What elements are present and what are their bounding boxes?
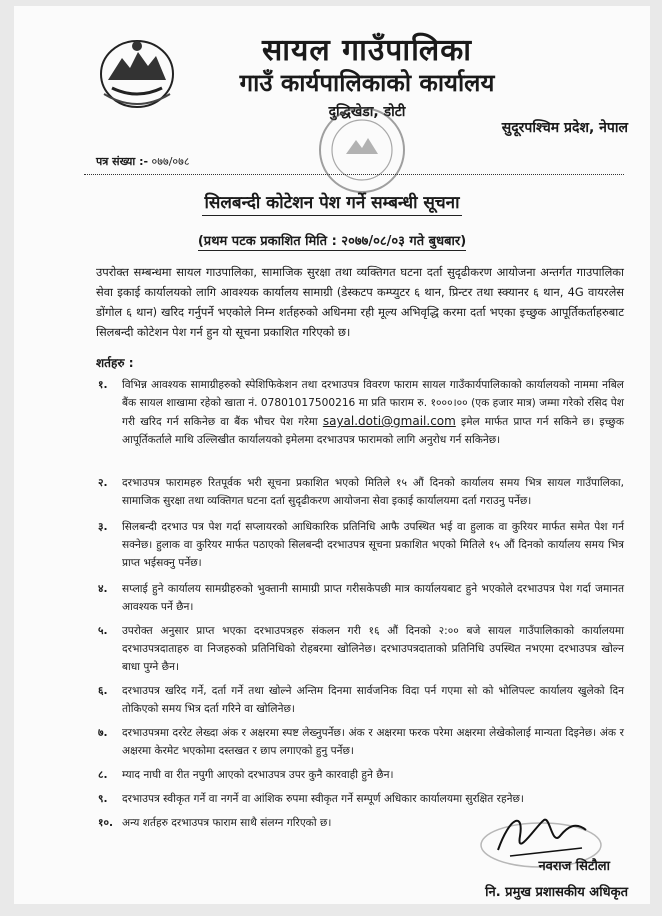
term-item [96, 474, 624, 510]
notice-title [14, 190, 650, 216]
term-text: दरभाउपत्रमा दररेट लेख्दा अंक र अक्षरमा स्पष्ट लेख्नुपर्नेछ। अंक र अक्षरमा फरक परेमा अक्षरमा लेखेकोलाई मान्यता दिइनेछ। अंक र अक्षरमा केरमेट भएकोमा दस्तखत र छाप लगाएको हुनु पर्नेछ। [122, 727, 624, 757]
term-number: ८. [98, 769, 108, 781]
term-item [96, 518, 624, 572]
term-text: सिलबन्दी दरभाउ पत्र पेश गर्दा सप्लायरको आधिकारिक प्रतिनिधि आफै उपस्थित भई वा हुलाक वा कुरियर मार्फत समेत पेश गर्न सक्नेछ। हुलाक वा कुरियर मार्फत पठाएको सिलबन्दी दरभाउपत्र सूचना प्रकाशित भएको मितिले १५ औं दिनको कार्यालय समय भित्र प्राप्त भईसक्नु पर्नेछ। [122, 521, 624, 569]
municipality-name: सायल गाउँपालिका [261, 33, 473, 68]
term-number: ९. [98, 793, 108, 805]
signatory-name: नवराज सिटौला [538, 859, 610, 874]
notice-page [14, 6, 650, 904]
term-text-part: इमेल मार्फत प्राप्त गर्न सकिने छ। इच्छुक आपूर्तिकर्ताले माथि उल्लिखीत कार्यालयको इमेलमा दरभाउपत्र फारामको लागि अनुरोध गर्न सकिनेछ। [122, 416, 624, 446]
term-number: ३. [98, 521, 108, 533]
terms-heading: शर्तहरु : [96, 356, 134, 370]
term-number: ५. [98, 625, 108, 637]
term-item [96, 622, 624, 676]
term-number: ४. [98, 583, 108, 595]
term-text: उपरोक्त अनुसार प्राप्त भएका दरभाउपत्रहरु संकलन गरी १६ औं दिनको २:०० बजे सायल गाउँपालिकाको कार्यालयमा दरभाउपत्रदाताहरु वा निजहरुको प्रतिनिधिको रोहबरमा खोलिनेछ। दरभाउपत्रदाताको प्रतिनिधि उपस्थित नभएमा दरभाउपत्र खोल्न बाधा पुग्ने छैन। [122, 625, 624, 673]
notice-title-text: सिलबन्दी कोटेशन पेश गर्ने सम्बन्धी सूचना [202, 190, 461, 216]
publish-date-text: (प्रथम पटक प्रकाशित मिति : २०७७/०८/०३ गते बुधबार) [198, 231, 466, 251]
office-name: गाउँ कार्यपालिकाको कार्यालय [239, 69, 495, 97]
term-number: १. [98, 379, 108, 391]
term-item [96, 580, 624, 616]
term-number: ७. [98, 727, 108, 739]
publish-date [14, 230, 650, 251]
term-item [96, 766, 624, 784]
term-number: २. [98, 477, 108, 489]
term-text [122, 376, 624, 449]
term-item [96, 724, 624, 760]
term-number: १०. [98, 817, 114, 829]
office-location: दुद्धिखेडा, डोटी [328, 104, 406, 120]
header-divider [84, 174, 624, 175]
email-link[interactable]: sayal.doti@gmail.com [322, 414, 456, 428]
term-text: दरभाउपत्र खरिद गर्ने, दर्ता गर्ने तथा खोल्ने अन्तिम दिनमा सार्वजनिक विदा पर्न गएमा सो को भोलिपल्ट कार्यालय खुलेको दिन तोकिएको समय भित्र दर्ता गरिने वा खोलिनेछ। [122, 685, 624, 715]
reference-number [96, 154, 190, 169]
office-stamp-icon [316, 104, 408, 196]
reference-value: ०७७/०७८ [151, 155, 190, 168]
intro-paragraph: उपरोक्त सम्बन्धमा सायल गाउपालिका, सामाजिक सुरक्षा तथा व्यक्तिगत घटना दर्ता सुदृढीकरण आयोजना अन्तर्गत गाउपालिका सेवा इकाई कार्यालयको लागि आवश्यक कार्यालय सामाग्री (डेस्कटप कम्प्युटर ६ थान, प्रिन्टर तथा स्क्यानर ६ थान, 4G वायरलेस डोंगोल ६ थान) खरिद गर्नुपर्ने भएकोले निम्न शर्तहरुको अधिनमा रही मूल्य अभिवृद्धि करमा दर्ता भएका इच्छुक आपूर्तिकर्ताहरुबाट सिलबन्दी कोटेशन पेश गर्न हुन यो सूचना प्रकाशित गरिएको छ। [96, 265, 624, 339]
term-item [96, 376, 624, 449]
term-text: सप्लाई हुने कार्यालय सामग्रीहरुको भुक्तानी सामाग्री प्राप्त गरीसकेपछी मात्र कार्यालयबाट हुने भएकोले दरभाउपत्र पेश गर्दा जमानत आवश्यक पर्ने छैन। [122, 583, 624, 613]
term-text: अन्य शर्तहरु दरभाउपत्र फाराम साथै संलग्न गरिएको छ। [122, 817, 332, 829]
term-number: ६. [98, 685, 108, 697]
term-text: दरभाउपत्र फारामहरु रितपूर्वक भरी सूचना प्रकाशित भएको मितिले १५ औं दिनको कार्यालय समय भित्र सायल गाउँपालिका, सामाजिक सुरक्षा तथा व्यक्तिगत घटना दर्ता सुदृढीकरण आयोजना सेवा इकाई कार्यालयमा दर्ता गराउनु पर्नेछ। [122, 477, 624, 507]
signatory-post: नि. प्रमुख प्रशासकीय अधिकृत [485, 885, 628, 900]
reference-label: पत्र संख्या :- [96, 155, 149, 168]
term-item [96, 682, 624, 718]
term-text-part: विभिन्न आवश्यक सामाग्रीहरुको स्पेशिफिकेशन तथा दरभाउपत्र विवरण फाराम सायल गाउँकार्यपालिकाको कार्यालयको नाममा नबिल बैंक सायल शाखामा रहेको खाता नं. 07801017500216 मा प्रति फाराम रु. १०००।०० (एक हजार मात्र) जम्मा गरेको रसिद पेश गरी खरिद गर्न सकिनेछ वा बैंक भौचर पेश गरेमा [122, 379, 624, 428]
province-name: सुदूरपश्चिम प्रदेश, नेपाल [501, 120, 628, 136]
term-text: म्याद नाघी वा रीत नपुगी आएको दरभाउपत्र उपर कुनै कारवाही हुने छैन। [122, 769, 394, 781]
term-text: दरभाउपत्र स्वीकृत गर्ने वा नगर्ने वा आंशिक रुपमा स्वीकृत गर्ने सम्पूर्ण अधिकार कार्यालयमा सुरक्षित रहनेछ। [122, 793, 524, 805]
